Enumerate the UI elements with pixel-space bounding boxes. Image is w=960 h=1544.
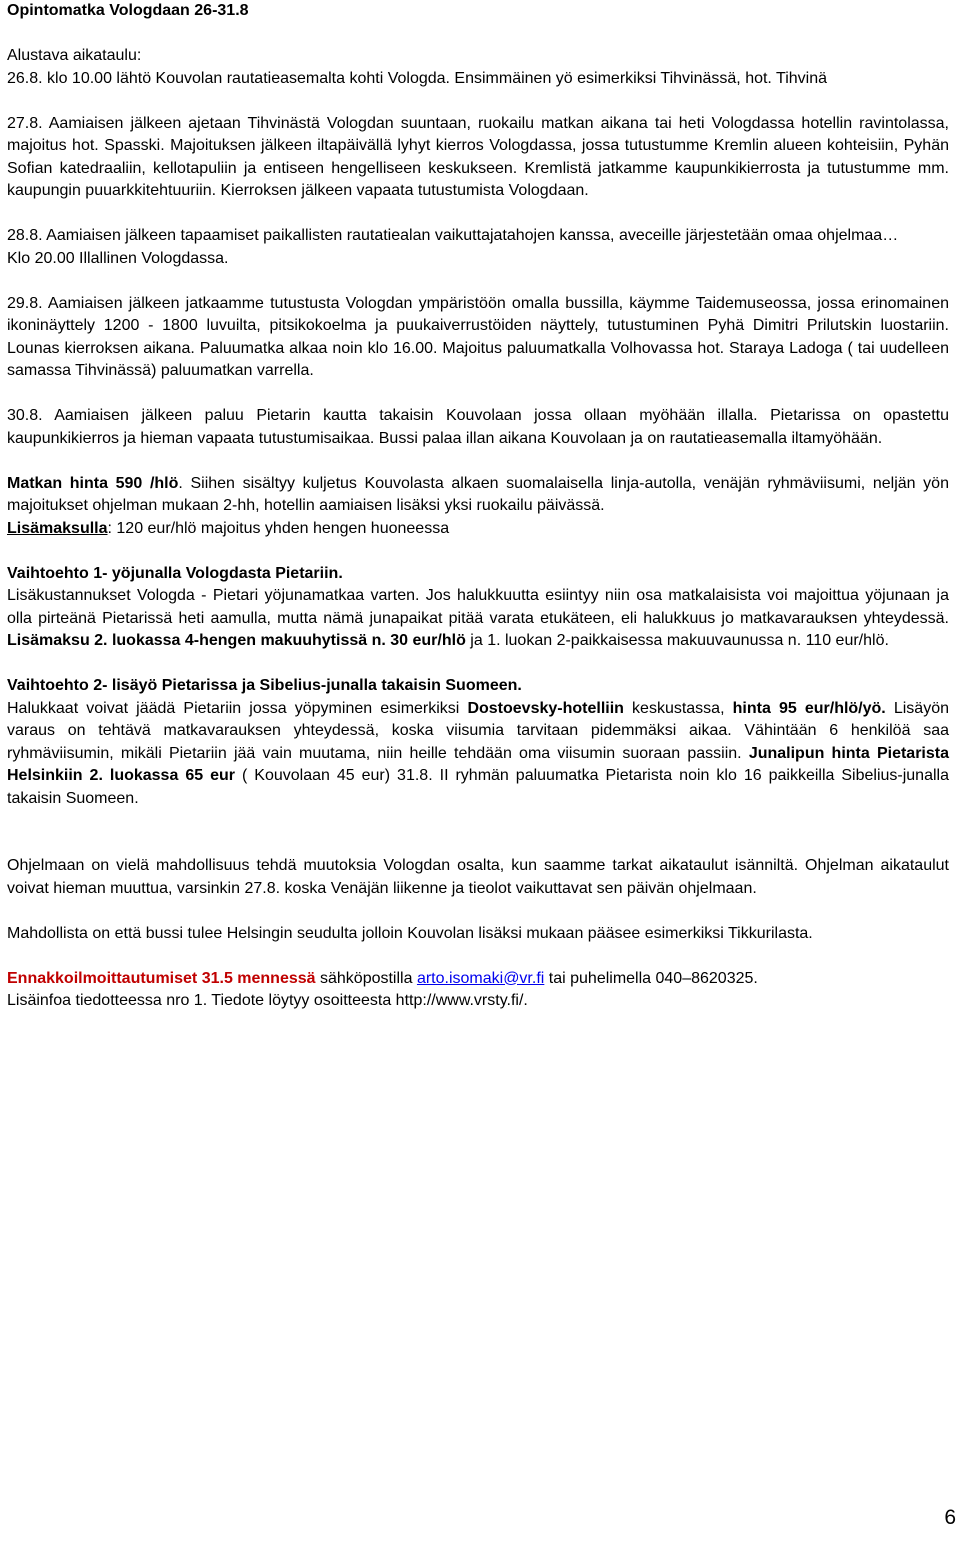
option1-text2: ja 1. luokan 2-paikkaisessa makuuvaunussa n. 110 eur/hlö. [465, 632, 889, 649]
option1-text1: Lisäkustannukset Vologda - Pietari yöjunamatkaa varten. Jos halukkuutta esiintyy niin osa matkalaisista voi majoittua yöjunaan ja olla pirteänä Pietarissä heti aamulla, mutta nämä junapaikat pitää varata etukäteen, eli halukkuus jo matkavarauksen yhteydessä. [7, 587, 949, 627]
note-schedule-changes: Ohjelmaan on vielä mahdollisuus tehdä muutoksia Vologdan osalta, kun saamme tarkat aikataulut isänniltä. Ohjelman aikataulut voivat hieman muuttua, varsinkin 27.8. koska Venäjän liikenne ja tieolot vaikuttavat sen päivän ohjelmaan. [7, 857, 949, 897]
price-unit: /hlö [149, 474, 179, 492]
document-page [7, 0, 949, 1013]
info-line: Lisäinfoa tiedotteessa nro 1. Tiedote löytyy osoitteesta http://www.vrsty.fi/. [7, 992, 528, 1009]
extra-fee-label: Lisämaksulla [7, 519, 108, 537]
extra-fee-line [7, 518, 949, 541]
option1-heading: Vaihtoehto 1- yöjunalla Vologdasta Pietariin. [7, 564, 343, 582]
schedule-label: Alustava aikataulu: [7, 47, 142, 64]
price-label: Matkan hinta 590 [7, 474, 143, 492]
registration-text1: sähköpostilla [315, 969, 417, 987]
option2-bold3: Junalipun hinta Pietarista Helsinkiin 2. luokassa 65 eur [7, 744, 950, 784]
registration-text2: tai puhelimella 040–8620325. [544, 969, 758, 987]
day-28-line2: Klo 20.00 Illallinen Vologdassa. [7, 249, 229, 267]
option2-text4: ( Kouvolaan 45 eur) 31.8. II ryhmän paluumatka Pietarista noin klo 16 paikkeilla Sibelius-junalla takaisin Suomeen. [7, 767, 949, 807]
option2-bold2: hinta 95 eur/hlö/yö. [732, 699, 886, 717]
day-27-text-part1: 27.8. Aamiaisen jälkeen ajetaan Tihvinästä Vologdan suuntaan, ruokailu matkan aikana tai heti Vologdassa hotellin ravintolassa, majoitus hot. Spasski [7, 114, 949, 154]
option2-heading: Vaihtoehto 2- lisäyö Pietarissa ja Sibelius-junalla takaisin Suomeen. [7, 677, 522, 694]
option1-paragraph [7, 585, 949, 653]
registration-deadline: Ennakkoilmoittautumiset 31.5 mennessä [7, 969, 316, 987]
price-text: . Siihen sisältyy kuljetus Kouvolasta alkaen suomalaisella linja-autolla, venäjän ryhmäviisumi, neljän yön majoitukset ohjelman mukaan 2-hh, hotellin aamiaisen lisäksi yksi ruokailu päivässä. [7, 474, 949, 514]
note-bus-route: Mahdollista on että bussi tulee Helsingin seudulta jolloin Kouvolan lisäksi mukaan pääsee esimerkiksi Tikkurilasta. [7, 924, 813, 942]
option2-paragraph [7, 698, 949, 811]
option2-text3: Lisäyön varaus on tehtävä matkavarauksen yhteydessä, koska viisumia tarvitaan pidemmäksi aikaa. Vähintään 6 henkilöä saa ryhmäviisumin, mikäli Pietariin jää vain muutama, niin heille tehdään oma viisumin suoraan passiin. [7, 699, 949, 762]
option2-text2: keskustassa, [623, 699, 733, 717]
day-27-text-part2: . Majoituksen jälkeen iltapäivällä lyhyt kierros Vologdassa, jossa tutustumme Kremlin alueen kohteisiin, Pyhän Sofian katedraaliin, kellotapuliin ja entiseen hengelliseen keskukseen. Kremlistä jatkamme kaupunkikierrosta ja tutustumme mm. kaupungin puuarkkitehtuuriin. Kierroksen jälkeen vapaata tutustumista Vologdaan. [7, 137, 949, 199]
day-30-paragraph: 30.8. Aamiaisen jälkeen paluu Pietarin kautta takaisin Kouvolaan jossa ollaan myöhään illalla. Pietarissa on opastettu kaupunkikierros ja hieman vapaata tutustumisaikaa. Bussi palaa illan aikana Kouvolaan ja on rautatieasemalla iltamyöhään. [7, 407, 949, 447]
option1-bold: Lisämaksu 2. luokassa 4-hengen makuuhytissä n. 30 eur/hlö [7, 632, 466, 649]
price-paragraph [7, 473, 949, 518]
option2-text1: Halukkaat voivat jäädä Pietariin jossa yöpyminen esimerkiksi [7, 699, 468, 717]
extra-fee-text: : 120 eur/hlö majoitus yhden hengen huoneessa [107, 519, 450, 537]
day-28-line1: 28.8. Aamiaisen jälkeen tapaamiset paikallisten rautatiealan vaikuttajatahojen kanssa, aveceille järjestetään omaa ohjelmaa… [7, 227, 899, 244]
option2-bold1: Dostoevsky-hotelliin [467, 699, 624, 717]
page-number: 6 [944, 1506, 956, 1529]
registration-line [7, 968, 949, 991]
page-title: Opintomatka Vologdaan 26-31.8 [7, 2, 249, 19]
day-27-paragraph [7, 113, 949, 203]
email-link[interactable]: arto.isomaki@vr.fi [416, 969, 545, 987]
day-29-paragraph: 29.8. Aamiaisen jälkeen jatkaamme tutustusta Vologdan ympäristöön omalla bussilla, käymme Taidemuseossa, jossa erinomainen ikoninäyttely 1200 - 1800 luvuilta, pitsikokoelma ja puukaiverrustöiden näyttely, tutustuminen Pyhä Dimitri Prilutskin luostariin. Lounas kierroksen aikana. Paluumatka alkaa noin klo 16.00. Majoitus paluumatkalla Volhovassa hot. Staraya Ladoga ( tai uudelleen samassa Tihvinässä) paluumatkan varrella. [7, 294, 949, 379]
day-26-paragraph: 26.8. klo 10.00 lähtö Kouvolan rautatieasemalta kohti Vologda. Ensimmäinen yö esimerkiksi Tihvinässä, hot. Tihvinä [7, 69, 828, 87]
